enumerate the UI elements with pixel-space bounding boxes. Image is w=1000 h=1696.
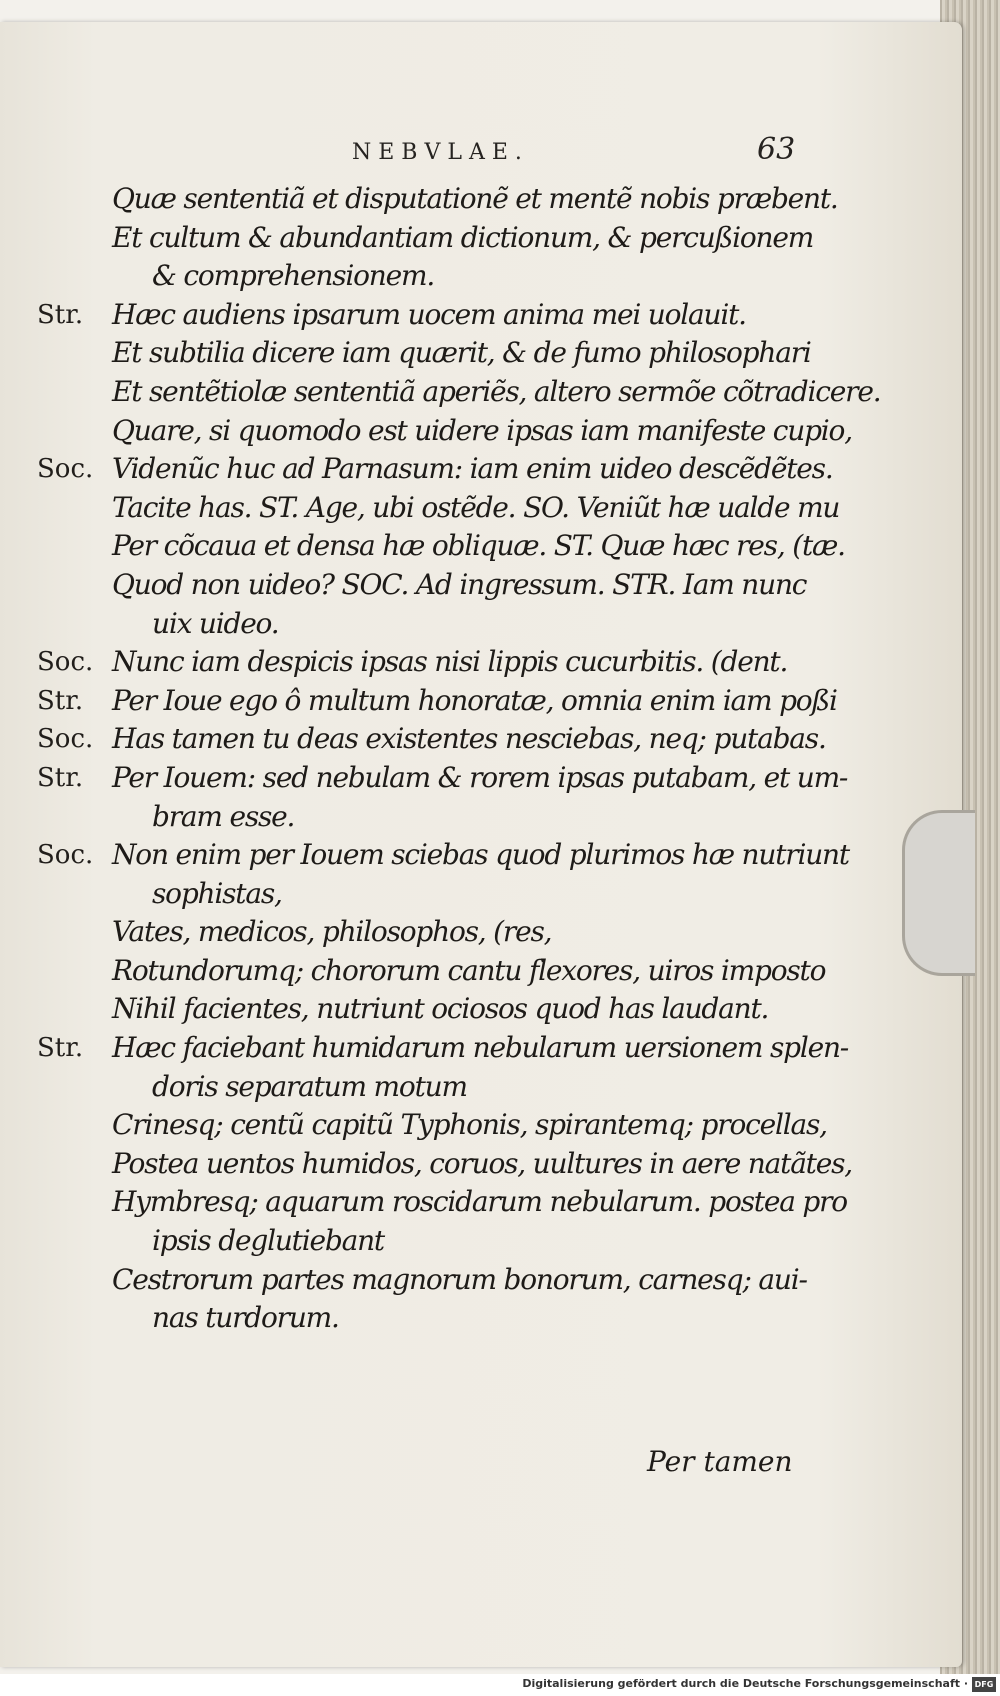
text-line [0,875,962,914]
text-line [0,720,962,759]
speaker-label: Str. [37,685,84,716]
speaker-label: Str. [37,762,84,793]
text-line [0,836,962,875]
text-line [0,219,962,258]
line-text: Non enim per Iouem sciebas quod plurimos hæ nutriunt [112,838,849,872]
line-text: Postea uentos humidos, coruos, uultures in aere natãtes, [112,1146,852,1180]
line-text: Nihil facientes, nutriunt ociosos quod has laudant. [112,992,769,1026]
text-block [0,180,962,1338]
text-line [0,373,962,412]
text-line [0,605,962,644]
text-line [0,1183,962,1222]
line-text: Per Ioue ego ô multum honoratæ, omnia enim iam poßi [112,683,837,717]
line-text: Cestrorum partes magnorum bonorum, carnesq; aui- [112,1262,807,1296]
digitization-footer [0,1674,1000,1696]
line-text: Et cultum & abundantiam dictionum, & percußionem [112,220,814,254]
dfg-logo-icon: DFG [972,1677,996,1692]
text-line [0,759,962,798]
text-line [0,1261,962,1300]
line-text: ipsis deglutiebant [152,1224,384,1258]
text-line [0,1068,962,1107]
text-line [0,334,962,373]
line-text: Per cõcaua et densa hæ obliquæ. ST. Quæ hæc res, (tæ. [112,529,845,563]
text-line [0,450,962,489]
line-text: Nunc iam despicis ipsas nisi lippis cucurbitis. (dent. [112,645,788,679]
text-line [0,489,962,528]
line-text: Videnũc huc ad Parnasum: iam enim uideo descẽdẽtes. [112,452,833,486]
page-header [0,132,962,172]
line-text: Et subtilia dicere iam quærit, & de fumo philosophari [112,336,811,370]
line-text: Hæc audiens ipsarum uocem anima mei uolauit. [112,297,746,331]
text-line [0,798,962,837]
text-line [0,1029,962,1068]
line-text: Quod non uideo? SOC. Ad ingressum. STR. Iam nunc [112,567,807,601]
text-line [0,913,962,952]
line-text: & comprehensionem. [152,259,435,293]
line-text: Tacite has. ST. Age, ubi ostẽde. SO. Veniũt hæ ualde mu [112,490,840,524]
speaker-label: Soc. [37,454,94,485]
line-text: Rotundorumq; chororum cantu flexores, uiros imposto [112,953,826,987]
text-line [0,1106,962,1145]
line-text: doris separatum motum [152,1069,467,1103]
text-line [0,1299,962,1338]
line-text: sophistas, [152,876,282,910]
text-line [0,1222,962,1261]
speaker-label: Soc. [37,724,94,755]
speaker-label: Str. [37,299,84,330]
line-text: Hymbresq; aquarum roscidarum nebularum. postea pro [112,1185,847,1219]
text-line [0,1145,962,1184]
line-text: Et sentẽtiolæ sententiã aperiẽs, altero sermõe cõtradicere. [112,374,881,408]
folio-number: 63 [757,132,796,167]
running-head: NEBVLAE. [352,140,529,165]
line-text: uix uideo. [152,606,279,640]
text-line [0,952,962,991]
line-text: Vates, medicos, philosophos, (res, [112,915,552,949]
line-text: Quare, si quomodo est uidere ipsas iam manifeste cupio, [112,413,852,447]
line-text: Has tamen tu deas existentes nesciebas, neq; putabas. [112,722,826,756]
line-text: Quæ sententiã et disputationẽ et mentẽ nobis præbent. [112,182,838,215]
line-text: Hæc faciebant humidarum nebularum uersionem splen- [112,1031,849,1065]
text-line [0,257,962,296]
text-line [0,180,962,219]
speaker-label: Str. [37,1033,84,1064]
text-line [0,527,962,566]
line-text: nas turdorum. [152,1301,339,1335]
text-line [0,682,962,721]
catchword: Per tamen [647,1445,793,1478]
page-clip [902,810,975,976]
text-line [0,566,962,605]
speaker-label: Soc. [37,840,94,871]
funding-credit: Digitalisierung gefördert durch die Deutsche Forschungsgemeinschaft · [522,1677,968,1690]
line-text: Per Iouem: sed nebulam & rorem ipsas putabam, et um- [112,760,848,794]
text-line [0,643,962,682]
book-page [0,22,962,1667]
line-text: bram esse. [152,799,295,833]
text-line [0,990,962,1029]
text-line [0,412,962,451]
line-text: Crinesq; centũ capitũ Typhonis, spirantemq; procellas, [112,1108,827,1142]
text-line [0,296,962,335]
speaker-label: Soc. [37,647,94,678]
